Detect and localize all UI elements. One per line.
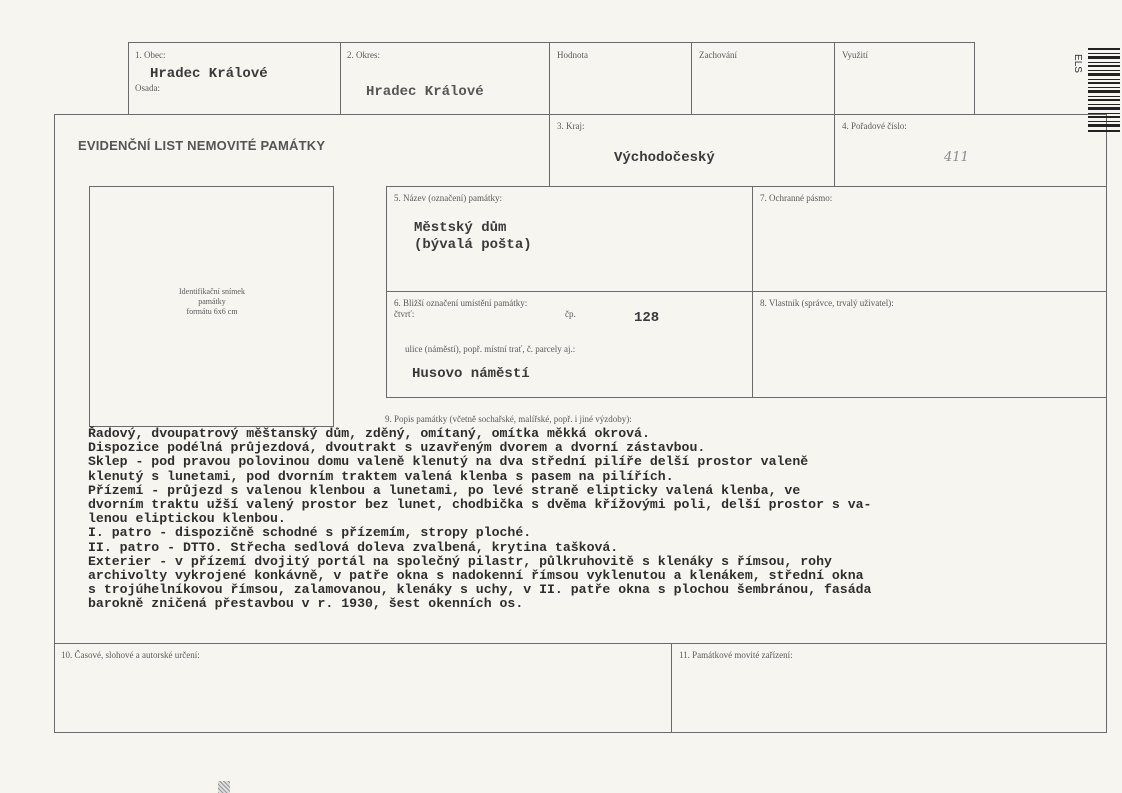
popis-line: Přízemí - průjezd s valenou klenbou a lunetami, po levé straně elipticky valená klenba, ve	[88, 482, 801, 498]
vlastnik-label: 8. Vlastník (správce, trvalý uživatel):	[760, 298, 894, 308]
photo-label-line3: formátu 6x6 cm	[186, 307, 238, 316]
nazev-line1: Městský dům	[414, 220, 507, 236]
kraj-value: Východočeský	[614, 150, 715, 166]
okres-label: 2. Okres:	[347, 50, 380, 60]
popis-line: I. patro - dispozičně schodné s přízemím, stropy ploché.	[88, 525, 532, 541]
nazev-line2: (bývalá pošta)	[414, 237, 532, 253]
popis-line: Sklep - pod pravou polovinou domu valeně klenutý na dva střední pilíře delší prostor valeně	[88, 454, 809, 470]
osada-label: Osada:	[135, 83, 160, 93]
popis-label: 9. Popis památky (včetně sochařské, malířské, popř. i jiné výzdoby):	[385, 414, 632, 424]
barcode-icon	[1088, 46, 1120, 134]
okres-value: Hradec Králové	[366, 84, 484, 100]
poradove-label: 4. Pořadové číslo:	[842, 121, 907, 131]
nazev-label: 5. Název (označení) památky:	[394, 193, 502, 203]
popis-line: barokně zničená přestavbou v r. 1930, šest okenních os.	[88, 596, 524, 612]
popis-line: Exterier - v přízemí dvojitý portál na společný pilastr, půlkruhovitě s klenáky s římsou, rohy	[88, 553, 832, 569]
casove-label: 10. Časové, slohové a autorské určení:	[61, 650, 200, 660]
ochranne-label: 7. Ochranné pásmo:	[760, 193, 833, 203]
popis-text	[88, 427, 1088, 612]
cp-label: čp.	[565, 309, 576, 319]
ctvrt-label: čtvrť:	[394, 309, 415, 319]
ulice-value: Husovo náměstí	[412, 366, 530, 382]
form-title: EVIDENČNÍ LIST NEMOVITÉ PAMÁTKY	[78, 138, 326, 153]
obec-value: Hradec Králové	[150, 66, 268, 82]
popis-line: s trojúhelníkovou římsou, zalamovanou, klenáky s uchy, v II. patře okna s plochou šembránou, fasáda	[88, 582, 872, 598]
umisteni-label: 6. Bližší označení umístění památky:	[394, 298, 528, 308]
photo-label-line2: památky	[198, 297, 226, 306]
vyuziti-label: Využití	[842, 50, 868, 60]
popis-line: klenutý s lunetami, pod dvorním traktem valená klenba s pasem na pilířích.	[88, 468, 674, 484]
movite-label: 11. Památkové movité zařízení:	[679, 650, 793, 660]
side-code: ELS	[1071, 54, 1083, 73]
popis-line: dvorním traktu užší valený prostor bez lunet, chodbička s dvěma křížovými poli, delší prostor s va-	[88, 497, 872, 513]
hodnota-label: Hodnota	[557, 50, 588, 60]
popis-line: archivolty vykrojené konkávně, v patře okna s nadokenní římsou vyklenutou a klenákem, střední okna	[88, 568, 864, 584]
popis-line: Řadový, dvoupatrový měštanský dům, zděný, omítaný, omítka měkká okrová.	[88, 426, 650, 441]
popis-line: II. patro - DTTO. Střecha sedlová doleva zvalbená, krytina tašková.	[88, 539, 619, 555]
ulice-label: ulice (náměstí), popř. místní trať, č. parcely aj.:	[405, 344, 576, 354]
photo-label-line1: Identifikační snímek	[179, 287, 245, 296]
popis-line: lenou eliptickou klenbou.	[88, 511, 286, 527]
cp-value: 128	[634, 310, 660, 326]
kraj-label: 3. Kraj:	[557, 121, 585, 131]
popis-line: Dispozice podélná průjezdová, dvoutrakt s uzavřeným dvorem a dvorní zástavbou.	[88, 440, 706, 456]
photo-label	[90, 287, 334, 317]
registration-mark	[218, 781, 230, 793]
poradove-value: 411	[944, 150, 969, 165]
obec-label: 1. Obec:	[135, 50, 166, 60]
zachovani-label: Zachování	[699, 50, 737, 60]
